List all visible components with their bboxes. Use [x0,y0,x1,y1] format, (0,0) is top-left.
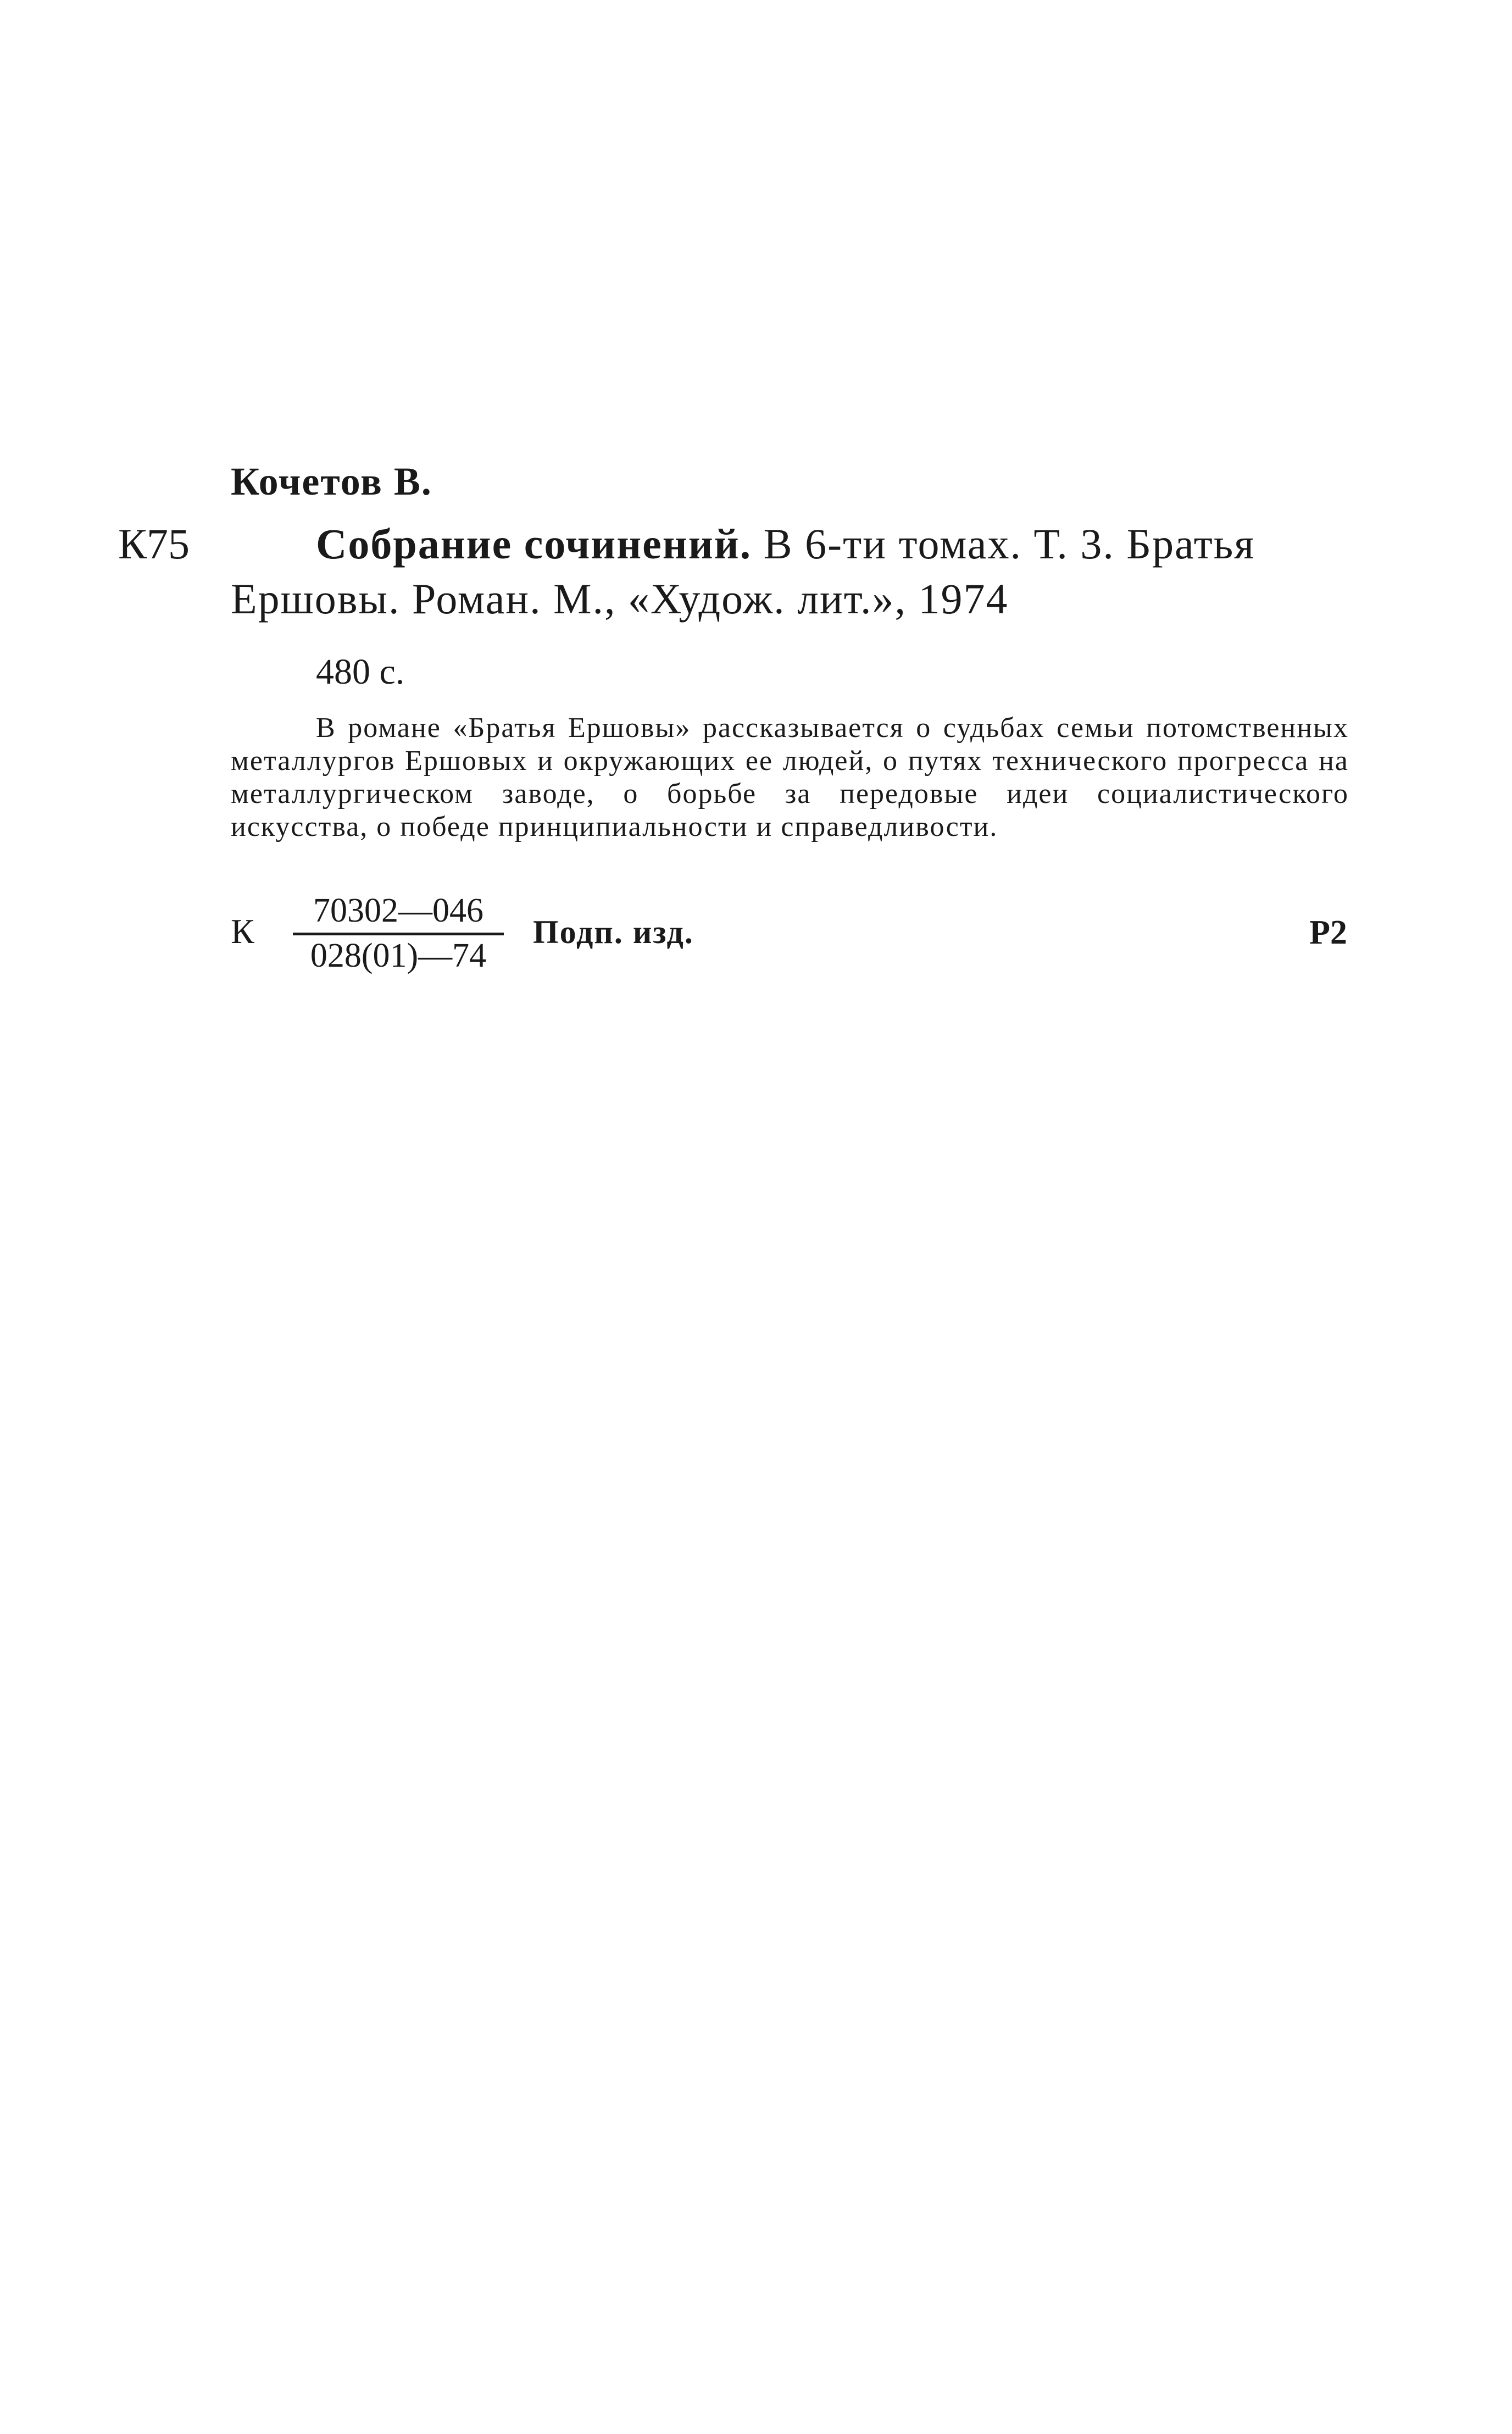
author-name: Кочетов В. [231,459,432,503]
class-mark: К75 [118,520,190,568]
title-line-1 [316,519,1255,569]
title-bold: Собрание сочинений. [316,520,752,568]
title-line-2: Ершовы. Роман. М., «Худож. лит.», 1974 [231,575,1009,623]
index-denominator: 028(01)—74 [310,937,487,974]
index-numerator: 70302—046 [313,892,483,929]
annotation-text: В романе «Братья Ершовы» рассказывается о судьбах семьи потомственных металлургов Ершовых и окружающих ее людей, о путях технического прогресса на металлургическом заводе, о борьбе за передовые идеи социалистического искусства, о победе принципиальности и справедливости. [231,712,1349,842]
publication-index [288,891,508,975]
subscription-label: Подп. изд. [533,914,694,950]
title-rest: В 6-ти томах. Т. 3. Братья [752,520,1255,568]
bbk-code: Р2 [1309,914,1347,951]
index-letter: К [231,912,254,951]
page-count: 480 с. [316,652,405,692]
